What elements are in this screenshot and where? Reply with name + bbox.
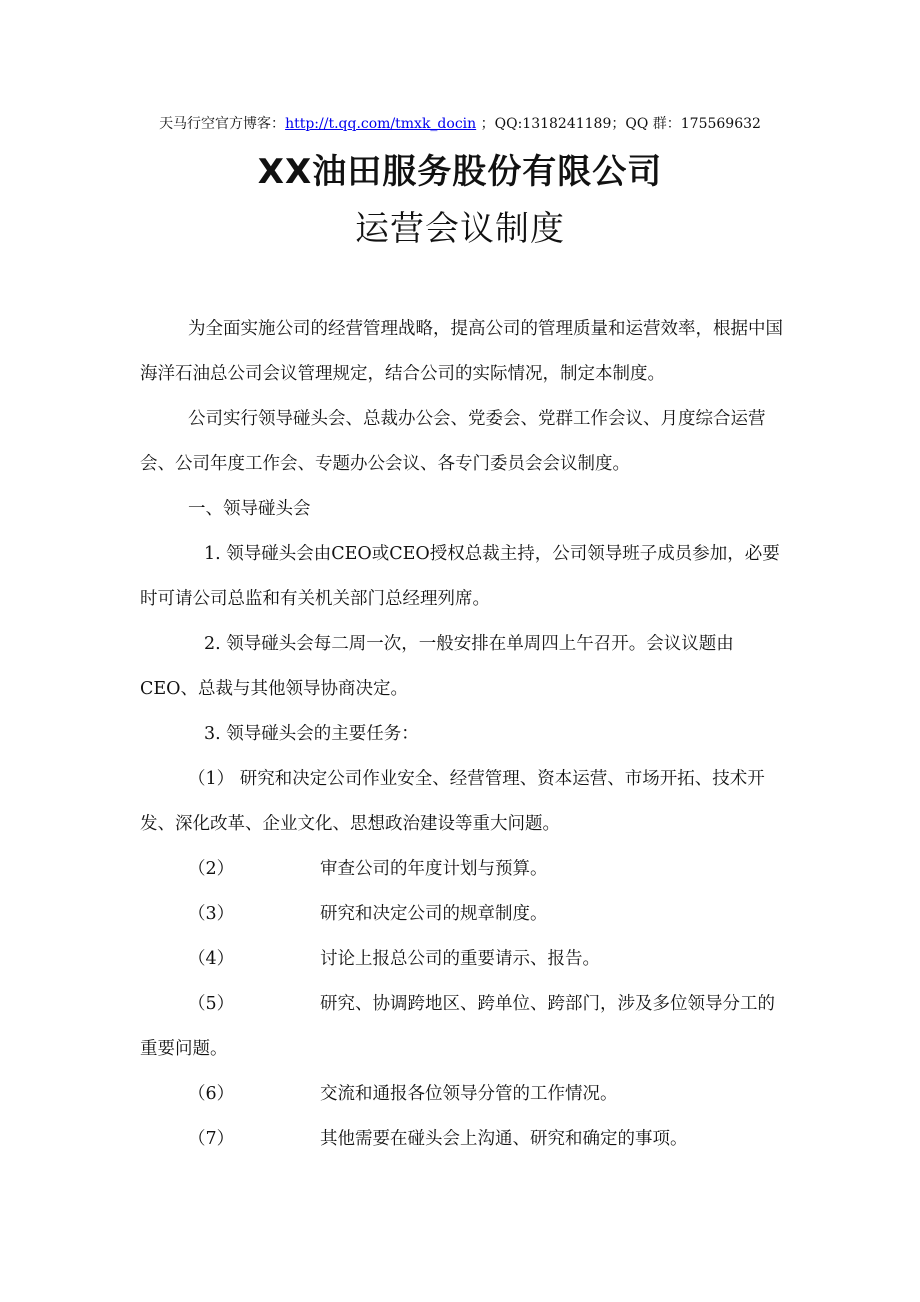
- item-number: （5）: [188, 994, 235, 1014]
- clause-3: 3. 领导碰头会的主要任务：: [204, 724, 419, 744]
- document-title: XX油田服务股份有限公司: [257, 152, 663, 192]
- section-heading: 一、领导碰头会: [188, 499, 311, 519]
- item-number: （3）: [188, 904, 235, 924]
- contact-info: ；QQ:1318241189；QQ 群：175569632: [476, 116, 761, 132]
- list-item: [140, 1072, 785, 1117]
- list-item: [140, 937, 785, 982]
- item-number: （1）: [188, 769, 235, 789]
- clause-2: 2. 领导碰头会每二周一次，一般安排在单周四上午召开。会议议题由CEO、总裁与其他领导协商决定。: [140, 634, 734, 699]
- list-item: [140, 847, 785, 892]
- clause-1: 1. 领导碰头会由CEO或CEO授权总裁主持，公司领导班子成员参加，必要时可请公司总监和有关机关部门总经理列席。: [140, 544, 780, 609]
- list-item: [140, 982, 785, 1072]
- list-item: [140, 1117, 785, 1162]
- item-number: （7）: [188, 1129, 235, 1149]
- blog-link[interactable]: http://t.qq.com/tmxk_docin: [285, 116, 477, 132]
- item-text: 研究和决定公司作业安全、经营管理、资本运营、市场开拓、技术开发、深化改革、企业文化、思想政治建设等重大问题。: [140, 769, 765, 834]
- item-number: （6）: [188, 1084, 235, 1104]
- document-subtitle: 运营会议制度: [355, 209, 565, 249]
- item-text: 研究、协调跨地区、跨单位、跨部门，涉及多位领导分工的重要问题。: [140, 994, 775, 1059]
- item-text: 交流和通报各位领导分管的工作情况。: [320, 1084, 618, 1104]
- item-text: 讨论上报总公司的重要请示、报告。: [320, 949, 600, 969]
- blog-label: 天马行空官方博客：: [159, 116, 286, 132]
- list-item: [140, 757, 785, 847]
- list-item: [140, 892, 785, 937]
- intro-paragraph-2: 公司实行领导碰头会、总裁办公会、党委会、党群工作会议、月度综合运营会、公司年度工作会、专题办公会议、各专门委员会会议制度。: [140, 409, 766, 474]
- document-body: [140, 307, 785, 1162]
- intro-paragraph-1: 为全面实施公司的经营管理战略，提高公司的管理质量和运营效率，根据中国海洋石油总公司会议管理规定，结合公司的实际情况，制定本制度。: [140, 319, 783, 384]
- header-line: [0, 114, 920, 134]
- item-text: 其他需要在碰头会上沟通、研究和确定的事项。: [320, 1129, 688, 1149]
- item-text: 审查公司的年度计划与预算。: [320, 859, 548, 879]
- item-number: （4）: [188, 949, 235, 969]
- item-text: 研究和决定公司的规章制度。: [320, 904, 548, 924]
- item-number: （2）: [188, 859, 235, 879]
